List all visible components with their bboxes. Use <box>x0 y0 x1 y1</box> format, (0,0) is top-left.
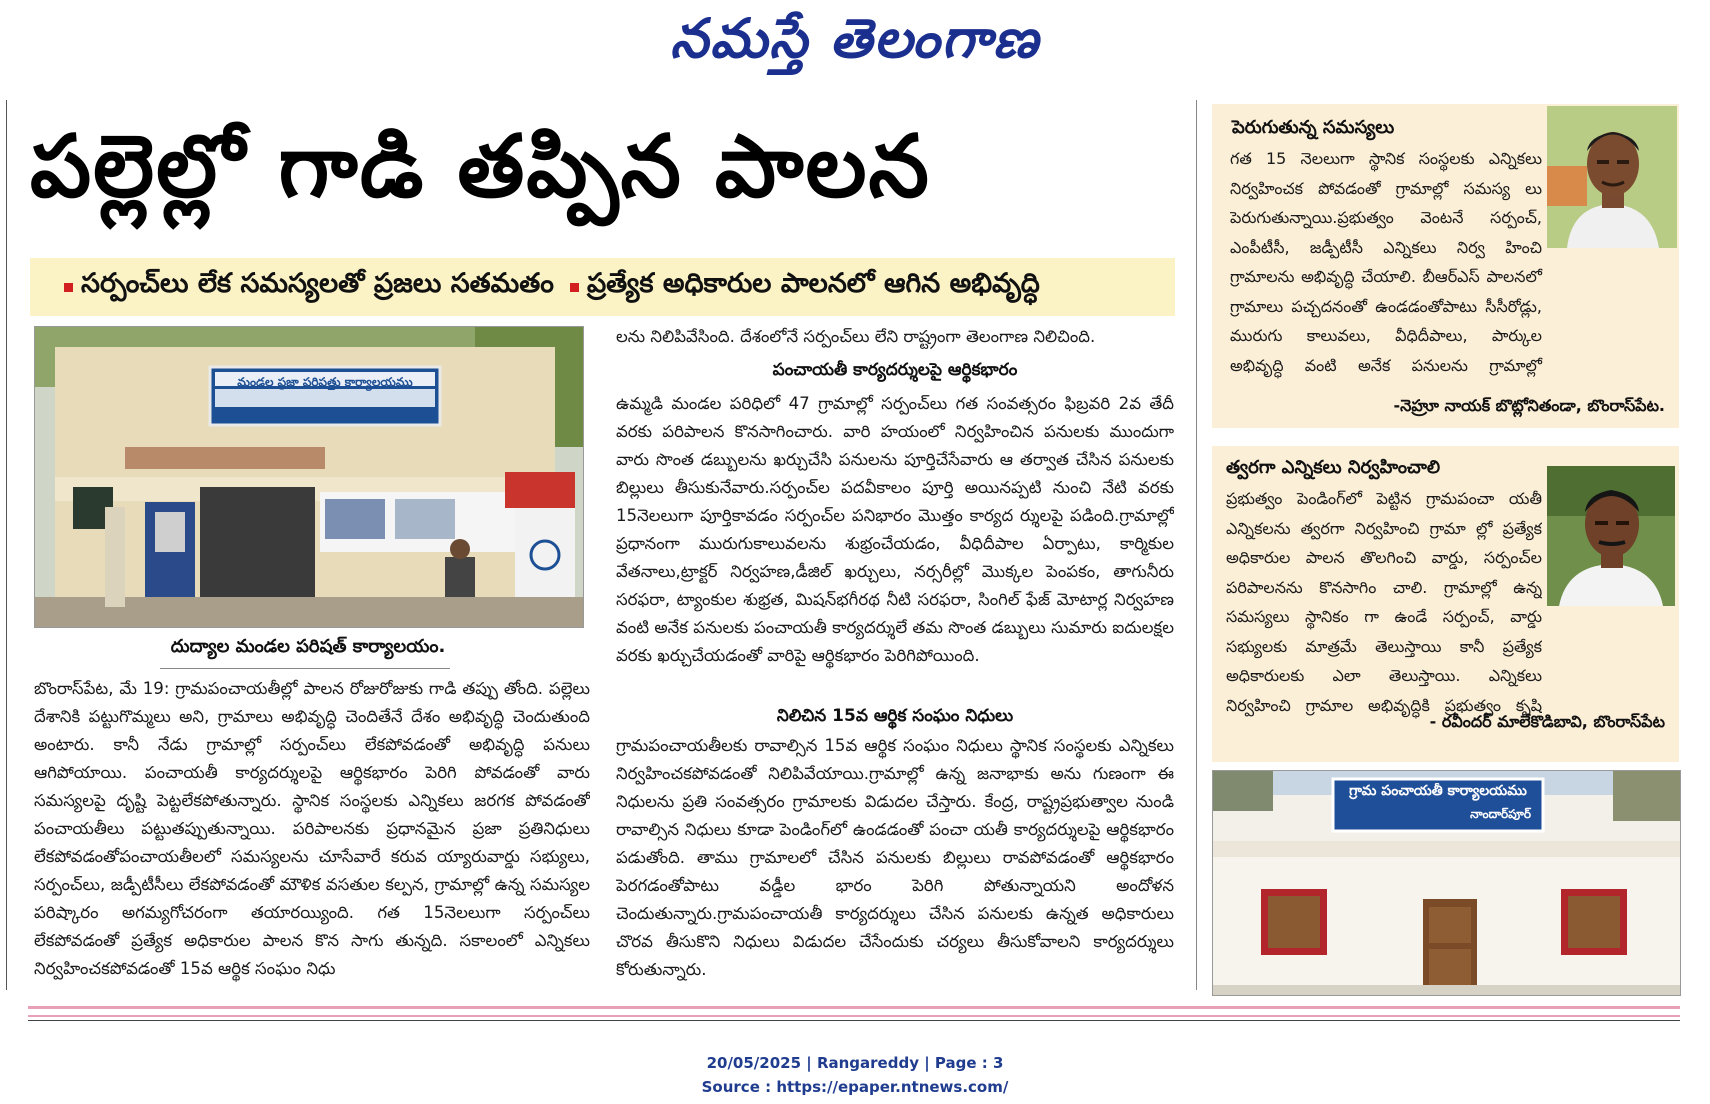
footer-rule-top <box>28 1006 1680 1009</box>
footer-baseline <box>28 1020 1680 1021</box>
sidebar-1-signature: -నెహ్రూ నాయక్ బొట్లోనితండా, బొంరాస్‌పేట. <box>1393 396 1665 415</box>
panchayat-board-village: నాందార్‌పూర్ <box>1470 807 1531 821</box>
sidebar-1-title: పెరుగుతున్న సమస్యలు <box>1232 117 1395 138</box>
sidebar-box-1 <box>1212 104 1679 428</box>
sidebar-1-text-ghost: గ్రామాలను అభివృద్ధి చేయాలి. బీఆర్‌ఎస్ పాలనలో గ్రామాలు పచ్చదనంతో ఉండడంతోపాటు సీసీరోడ్లు, మురుగు కాలువలు, వీధిదీపాలు, పార్కుల అభివృద్ధి వంటి అనేక పనులను గ్రామాల్లో <box>1230 267 1542 375</box>
person-portrait-icon <box>1547 106 1677 248</box>
sidebar-2-portrait <box>1547 466 1675 606</box>
subdeck-item-2: ప్రత్యేక అధికారుల పాలనలో ఆగిన అభివృద్ధి <box>570 268 1040 306</box>
subhead-finance-funds: నిలిచిన 15వ ఆర్థిక సంఘం నిధులు <box>776 706 1014 726</box>
sidebar-2-title: త్వరగా ఎన్నికలు నిర్వహించాలి <box>1226 457 1441 478</box>
footer-rule-bottom <box>28 1015 1680 1017</box>
office-board-title: మండల ప్రజా పరిషత్తు కార్యాలయము <box>237 375 413 389</box>
footer-date-page: 20/05/2025 | Rangareddy | Page : 3 <box>706 1054 1004 1072</box>
subhead-secretary-burden: పంచాయతీ కార్యదర్శులపై ఆర్థికభారం <box>772 360 1018 380</box>
column-divider <box>1196 100 1197 990</box>
mandal-office-illustration <box>35 327 583 627</box>
photo-caption: దుద్యాల మండల పరిషత్ కార్యాలయం. <box>170 636 446 657</box>
photo-mandal-office <box>34 326 584 628</box>
panchayat-board-title: గ్రామ పంచాయతీ కార్యాలయము <box>1349 783 1527 799</box>
article-column-1: బొంరాస్‌పేట, మే 19: గ్రామపంచాయతీల్లో పాలన రోజురోజుకు గాడి తప్పు తోంది. పల్లెలు దేశానికి పట్టుగొమ్మలు అని, గ్రామాలు అభివృద్ధి చెందితేనే దేశం అభివృద్ధి చెందుతుంది అంటారు. కానీ నేడు గ్రామాల్లో సర్పంచ్‌లు లేకపోవడంతో అభివృద్ధి పనులు ఆగిపోయాయి. పంచాయతీ కార్యదర్శులపై ఆర్థికభారం పెరిగి పోవడంతో వారు సమస్యలపై దృష్టి పెట్టలేకపోతున్నారు. స్థానిక సంస్థలకు ఎన్నికలు జరగక పోవడంతో పంచాయతీలు పట్టుతప్పుతున్నాయి. పరిపాలనకు ప్రధానమైన ప్రజా ప్రతినిధులు లేకపోవడంతోపంచాయతీలలో సమస్యలను చూసేవారే కరువ య్యారువార్డు సభ్యులు, సర్పంచ్‌లు, జడ్పీటీసీలు లేకపోవడంతో మౌళిక వసతుల కల్పన, గ్రామాల్లో ఉన్న సమస్యల పరిష్కారం అగమ్యగోచరంగా తయారయ్యింది. గత 15నెలలుగా సర్పంచ్‌లు లేకపోవడంతో ప్రత్యేక అధికారుల పాలన కొన సాగు తున్నది. సకాలంలో ఎన్నికలు నిర్వహించకపోవడంతో 15వ ఆర్థిక సంఘం నిధు <box>34 679 590 978</box>
sidebar-1-text-cont <box>1230 262 1670 380</box>
person-portrait-icon <box>1547 466 1675 606</box>
article-column-2-lead: లను నిలిపివేసింది. దేశంలోనే సర్పంచ్‌లు లేని రాష్ట్రంగా తెలంగాణ నిలిచింది. <box>616 327 1096 346</box>
article-column-2-part2: గ్రామపంచాయతీలకు రావాల్సిన 15వ ఆర్థిక సంఘం నిధులు స్థానిక సంస్థలకు ఎన్నికలు నిర్వహించకపోవడంతో నిలిపివేయాయి.గ్రామాల్లో ఉన్న జనాభాకు అను గుణంగా ఈ నిధులను ప్రతి సంవత్సరం గ్రామాలకు విడుదల చేస్తారు. కేంద్ర, రాష్ట్రప్రభుత్వాల నుండి రావాల్సిన నిధులు కూడా పెండింగ్‌లో ఉండడంతో పంచా యతీ కార్యదర్శులపై ఆర్థికభారం పడుతోంది. తాము గ్రామాలలో చేసిన పనులకు బిల్లులు రావపోవడంతో ఆర్థికభారం పెరగడంతోపాటు వడ్డీల భారం పెరిగి పోతున్నాయని అందోళన చెందుతున్నారు.గ్రామపంచాయతీ కార్యదర్శులు చేసిన పనులకు ఉన్నత అధికారులు చొరవ తీసుకొని నిధులు విడుదల చేసేందుకు చర్యలు తీసుకోవాలని కార్యదర్శులు కోరుతున్నారు. <box>616 736 1174 979</box>
subdeck-item-1: సర్పంచ్‌లు లేక సమస్యలతో ప్రజలు సతమతం <box>64 268 554 306</box>
bullet-icon <box>570 283 579 292</box>
masthead-logo: నమస్తే తెలంగాణ <box>670 6 1040 70</box>
gram-panchayat-illustration <box>1213 771 1680 995</box>
footer-source-link[interactable]: Source : https://epaper.ntnews.com/ <box>701 1078 1009 1096</box>
sidebar-1-portrait <box>1547 106 1677 248</box>
left-border <box>6 100 7 990</box>
photo-gram-panchayat-office <box>1212 770 1681 996</box>
sidebar-1-text-top: గత 15 నెలలుగా స్థానిక సంస్థలకు ఎన్నికలు నిర్వహించక పోవడంతో గ్రామాల్లో సమస్య లు పెరుగుతున్నాయి.ప్రభుత్వం వెంటనే సర్పంచ్, ఎంపీటీసీ, జడ్పీటీసీ ఎన్నికలు నిర్వ హించి <box>1230 149 1542 257</box>
sidebar-box-2 <box>1212 446 1679 762</box>
article-column-2-part1: ఉమ్మడి మండల పరిధిలో 47 గ్రామాల్లో సర్పంచ్‌లు గత సంవత్సరం ఫిబ్రవరి 2వ తేదీ వరకు పరిపాలన కొనసాగించారు. వారి హయంలో నిర్వహించిన పనులకు ముందుగా వారు సొంత డబ్బులను ఖర్చుచేసి పనులను పూర్తిచేసేవారు ఆ తర్వాత చేసిన పనులకు బిల్లులు తీసుకునేవారు.సర్పంచ్‌ల పదవీకాలం పూర్తి అయినప్పటి నుంచి నేటి వరకు 15నెలలుగా పూర్తికావడం సర్పంచ్‌ల పనిభారం మొత్తం కార్యద ర్శులపై పడింది.గ్రామాల్లో ప్రధానంగా మురుగుకాలువలను శుభ్రంచేయడం, వీధిదీపాల ఏర్పాటు, కార్మికుల వేతనాలు,ట్రాక్టర్ నిర్వహణ,డీజిల్ ఖర్చులు, నర్సరీల్లో మొక్కల పెంపకం, తాగునీరు సరఫరా, ట్యాంకుల శుభ్రత, మిషన్‌భగీరథ నీటి సరఫరా, సింగిల్ ఫేజ్ మోటార్ల నిర్వహణ వంటి అనేక పనులకు పంచాయతీ కార్యదర్శులే తమ సొంత డబ్బులు సుమారు ఐదులక్షల వరకు ఖర్చుచేయడంతో వారిపై ఆర్థికభారం పెరిగిపోయింది. <box>616 394 1174 665</box>
headline: పల్లెల్లో గాడి తప్పిన పాలన <box>30 117 931 217</box>
sidebar-2-text: ప్రభుత్వం పెండింగ్‌లో పెట్టిన గ్రామపంచా యతీ ఎన్నికలను త్వరగా నిర్వహించి గ్రామా ల్లో ప్రత్యేక అధికారుల పాలన తొలగించి వార్డు, సర్పంచ్‌ల పరిపాలనను కొనసాగిం చాలి. గ్రామాల్లో ఉన్న సమస్యలు స్థానికం గా ఉండే సర్పంచ్, వార్డు సభ్యులకు మాత్రమే తెలుస్తాయి కానీ ప్రత్యేక అధికారులకు ఎలా తెలుస్తాయి. ఎన్నికలు నిర్వహించి గ్రామాల అభివృద్ధికి ప్రభుత్వం కృషి <box>1226 489 1542 715</box>
sidebar-1-text-bottom <box>1230 262 1670 380</box>
bullet-icon <box>64 283 73 292</box>
subdeck <box>30 258 1175 316</box>
sidebar-2-signature: - రవీందర్ మాలేకొడిబావి, బొంరాస్‌పేట <box>1429 712 1665 731</box>
caption-rule <box>160 668 450 669</box>
